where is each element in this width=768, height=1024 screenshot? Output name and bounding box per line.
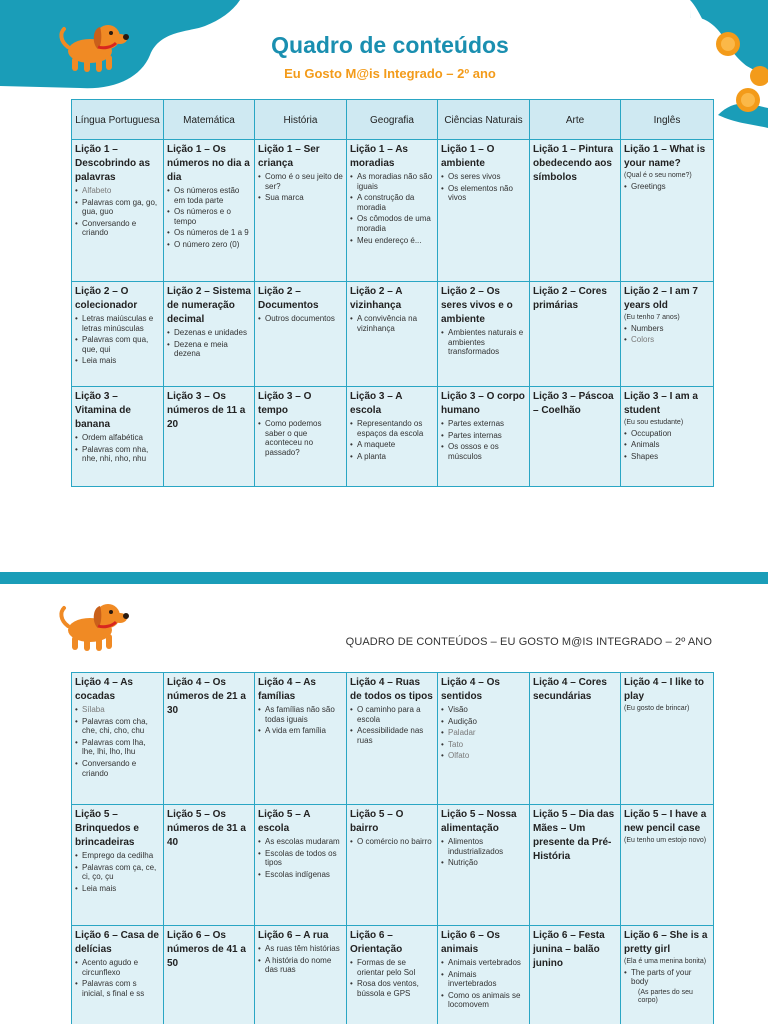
lesson-title: Lição 3 – I am a student [624,391,698,416]
lesson-title: Lição 4 – As famílias [258,677,316,702]
topic-item: • A vida em família [258,726,343,736]
lesson-title: Lição 4 – As cocadas [75,677,133,702]
topic-item: • Partes internas [441,431,526,441]
lesson-title: Lição 1 – Descobrindo as palavras [75,144,151,183]
table-cell [621,805,714,926]
topic-item: • Animais invertebrados [441,970,526,989]
lesson-title: Lição 6 – A rua [258,930,329,941]
column-header: História [255,100,347,140]
dog-mascot-icon [56,594,130,654]
topic-item: • Leia mais [75,884,160,894]
topic-item: • Conversando e criando [75,219,160,238]
topic-item: • Occupation [624,429,710,439]
contents-table-2 [71,672,714,1024]
column-header: Arte [530,100,621,140]
table-cell [621,282,714,387]
topic-list [441,837,526,868]
orange-circles-decoration-icon [712,26,768,120]
topic-list [75,433,160,464]
topic-item: • Shapes [624,452,710,462]
lesson-title: Lição 1 – As moradias [350,144,408,169]
table-cell [438,926,530,1024]
table-cell [164,140,255,282]
table-cell [621,140,714,282]
topic-item: • Letras maiúsculas e letras minúsculas [75,314,160,333]
lesson-title: Lição 6 – Casa de delícias [75,930,159,955]
topic-list [350,314,434,333]
table-cell [438,805,530,926]
topic-list [624,324,710,345]
topic-list [441,705,526,761]
lesson-title: Lição 6 – Os animais [441,930,500,955]
page-title: Quadro de conteúdos [271,32,509,58]
table-cell [621,673,714,805]
lesson-title: Lição 5 – Brinquedos e brincadeiras [75,809,139,848]
topic-item: • Escolas de todos os tipos [258,849,343,868]
topic-item: • Acessibilidade nas ruas [350,726,434,745]
topic-item: • Os números e o tempo [167,207,251,226]
lesson-title: Lição 5 – I have a new pencil case [624,809,707,834]
topic-item: • Os elementos não vivos [441,184,526,203]
lesson-title: Lição 4 – Os sentidos [441,677,500,702]
topic-list [350,705,434,745]
lesson-title: Lição 3 – O tempo [258,391,312,416]
table-cell [530,673,621,805]
topic-item: • Palavras com lha, lhe, lhi, lho, lhu [75,738,160,757]
table-cell [347,673,438,805]
topic-item: • Visão [441,705,526,715]
topic-item: • Os números estão em toda parte [167,186,251,205]
lesson-title: Lição 2 – O colecionador [75,286,138,311]
table-cell [347,387,438,487]
lesson-title: Lição 1 – Ser criança [258,144,320,169]
table-cell [438,282,530,387]
lesson-title: Lição 3 – Páscoa – Coelhão [533,391,614,416]
lesson-title: Lição 6 – Festa junina – balão junino [533,930,605,969]
topic-item: • Palavras com qua, que, qui [75,335,160,354]
topic-item: • Acento agudo e circunflexo [75,958,160,977]
topic-item: • Palavras com ça, ce, ci, ço, çu [75,863,160,882]
table-cell [438,387,530,487]
topic-list [75,314,160,366]
lesson-translation: (Ela é uma menina bonita) [624,958,707,965]
lesson-translation: (Eu gosto de brincar) [624,705,690,712]
topic-item: • Como os animais se locomovem [441,991,526,1010]
table-cell [164,926,255,1024]
lesson-translation: (Eu tenho 7 anos) [624,314,680,321]
lesson-translation: (Eu tenho um estojo novo) [624,837,707,844]
table-cell [438,673,530,805]
contents-table-1 [71,99,714,487]
topic-item: • Olfato [441,751,526,761]
lesson-title: Lição 5 – O bairro [350,809,404,834]
topic-item: • Alfabeto [75,186,160,196]
topic-item: • The parts of your body [624,968,710,987]
table-cell [530,140,621,282]
topic-item: • Dezenas e unidades [167,328,251,338]
lesson-title: Lição 1 – Os números no dia a dia [167,144,250,183]
lesson-title: Lição 3 – A escola [350,391,403,416]
topic-item: • Tato [441,740,526,750]
table-cell [164,805,255,926]
topic-list [441,172,526,203]
lesson-title: Lição 1 – Pintura obedecendo aos símbolos [533,144,614,183]
topic-list [350,172,434,245]
topic-item: • As moradias não são iguais [350,172,434,191]
topic-list [350,958,434,998]
topic-item: • Alimentos industrializados [441,837,526,856]
topic-item: • Sílaba [75,705,160,715]
lesson-title: Lição 5 – Os números de 31 a 40 [167,809,246,848]
topic-list [258,705,343,736]
table-row [72,387,714,487]
topic-item: • Os números de 1 a 9 [167,228,251,238]
topic-item: • A construção da moradia [350,193,434,212]
topic-list [624,182,710,192]
table-cell [438,140,530,282]
topic-item: • Ordem alfabética [75,433,160,443]
lesson-translation: (Eu sou estudante) [624,419,684,426]
topic-list [167,186,251,250]
table-cell [621,387,714,487]
topic-list [258,837,343,879]
topic-item: • Os cômodos de uma moradia [350,214,434,233]
table-cell [72,805,164,926]
topic-item: • O caminho para a escola [350,705,434,724]
dog-mascot-icon [56,15,130,75]
topic-item: • Paladar [441,728,526,738]
column-header: Língua Portuguesa [72,100,164,140]
table-cell [72,282,164,387]
topic-item: • Como podemos saber o que aconteceu no passado? [258,419,343,457]
table-cell [72,140,164,282]
lesson-title: Lição 3 – O corpo humano [441,391,525,416]
table-cell [255,387,347,487]
topic-item: • Ambientes naturais e ambientes transformados [441,328,526,357]
topic-list [75,851,160,893]
topic-item: • Leia mais [75,356,160,366]
table-cell [347,282,438,387]
topic-item: • A maquete [350,440,434,450]
table-row [72,282,714,387]
topic-item: • Palavras com cha, che, chi, cho, chu [75,717,160,736]
table-row [72,140,714,282]
topic-list [258,944,343,975]
lesson-title: Lição 2 – I am 7 years old [624,286,698,311]
topic-item: • Outros documentos [258,314,343,324]
table-cell [164,282,255,387]
topic-item: • Representando os espaços da escola [350,419,434,438]
lesson-title: Lição 1 – What is your name? [624,144,706,169]
topic-item: • Sua marca [258,193,343,203]
lesson-translation: (As partes do seu corpo) [638,988,693,1005]
topic-item: • Palavras com nha, nhe, nhi, nho, nhu [75,445,160,464]
table-cell [530,282,621,387]
table-cell [530,387,621,487]
topic-list [624,968,710,987]
topic-list [167,328,251,359]
lesson-title: Lição 2 – Documentos [258,286,319,311]
topic-list [624,429,710,462]
topic-list [258,314,343,324]
topic-item: • Animais vertebrados [441,958,526,968]
table-cell [72,926,164,1024]
table-cell [347,140,438,282]
lesson-title: Lição 2 – Os seres vivos e o ambiente [441,286,513,325]
table-cell [255,926,347,1024]
topic-item: • Os ossos e os músculos [441,442,526,461]
topic-item: • As famílias não são todas iguais [258,705,343,724]
table-cell [255,673,347,805]
topic-item: • Partes externas [441,419,526,429]
topic-item: • Numbers [624,324,710,334]
table-cell [255,805,347,926]
topic-item: • Audição [441,717,526,727]
topic-item: • O comércio no bairro [350,837,434,847]
lesson-title: Lição 3 – Vitamina de banana [75,391,131,430]
topic-item: • Palavras com ga, go, gua, guo [75,198,160,217]
topic-list [258,172,343,203]
topic-item: • Greetings [624,182,710,192]
topic-item: • Conversando e criando [75,759,160,778]
topic-list [441,958,526,1010]
table-cell [72,673,164,805]
table-row [72,673,714,805]
topic-item: • Emprego da cedilha [75,851,160,861]
lesson-title: Lição 4 – Os números de 21 a 30 [167,677,246,716]
topic-item: • As escolas mudaram [258,837,343,847]
lesson-translation: (Qual é o seu nome?) [624,172,692,179]
table-cell [255,282,347,387]
column-header: Ciências Naturais [438,100,530,140]
topic-list [350,419,434,461]
lesson-title: Lição 4 – I like to play [624,677,705,702]
topic-item: • Dezena e meia dezena [167,340,251,359]
topic-list [441,328,526,357]
column-header: Matemática [164,100,255,140]
topic-item: • Os seres vivos [441,172,526,182]
topic-item: • Escolas indígenas [258,870,343,880]
topic-list [258,419,343,457]
topic-item: • Rosa dos ventos, bússola e GPS [350,979,434,998]
topic-item: • Como é o seu jeito de ser? [258,172,343,191]
topic-item: • A convivência na vizinhança [350,314,434,333]
lesson-title: Lição 2 – Cores primárias [533,286,607,311]
lesson-title: Lição 3 – Os números de 11 a 20 [167,391,246,430]
lesson-title: Lição 5 – Nossa alimentação [441,809,517,834]
topic-item: • Meu endereço é... [350,236,434,246]
lesson-title: Lição 1 – O ambiente [441,144,495,169]
topic-item: • Colors [624,335,710,345]
column-header: Geografia [347,100,438,140]
lesson-title: Lição 2 – Sistema de numeração decimal [167,286,251,325]
table-cell [72,387,164,487]
topic-item: • A planta [350,452,434,462]
topic-list [350,837,434,847]
topic-item: • Palavras com s inicial, s final e ss [75,979,160,998]
lesson-title: Lição 4 – Cores secundárias [533,677,607,702]
table-cell [621,926,714,1024]
table-cell [530,926,621,1024]
lesson-title: Lição 5 – A escola [258,809,311,834]
table-row [72,926,714,1024]
topic-list [75,958,160,998]
lesson-title: Lição 2 – A vizinhança [350,286,403,311]
table-cell [164,673,255,805]
lesson-title: Lição 6 – Os números de 41 a 50 [167,930,246,969]
topic-list [441,419,526,461]
topic-list [75,705,160,778]
topic-item: • A história do nome das ruas [258,956,343,975]
topic-item: • Nutrição [441,858,526,868]
column-header: Inglês [621,100,714,140]
table-cell [255,140,347,282]
topic-item: • Animals [624,440,710,450]
table-cell [164,387,255,487]
topic-item: • O número zero (0) [167,240,251,250]
table-cell [347,805,438,926]
running-header: QUADRO DE CONTEÚDOS – EU GOSTO M@IS INTEGRADO – 2º ANO [345,636,712,648]
topic-item: • Formas de se orientar pelo Sol [350,958,434,977]
lesson-title: Lição 6 – She is a pretty girl [624,930,708,955]
topic-item: • As ruas têm histórias [258,944,343,954]
topic-list [75,186,160,238]
page-subtitle: Eu Gosto M@is Integrado – 2º ano [284,66,496,81]
top-band [0,572,768,584]
table-cell [530,805,621,926]
lesson-title: Lição 6 – Orientação [350,930,403,955]
lesson-title: Lição 5 – Dia das Mães – Um presente da Pré-História [533,809,615,862]
table-cell [347,926,438,1024]
table-row [72,805,714,926]
page-2 [0,572,768,1024]
lesson-title: Lição 4 – Ruas de todos os tipos [350,677,433,702]
page-gap [0,540,768,572]
